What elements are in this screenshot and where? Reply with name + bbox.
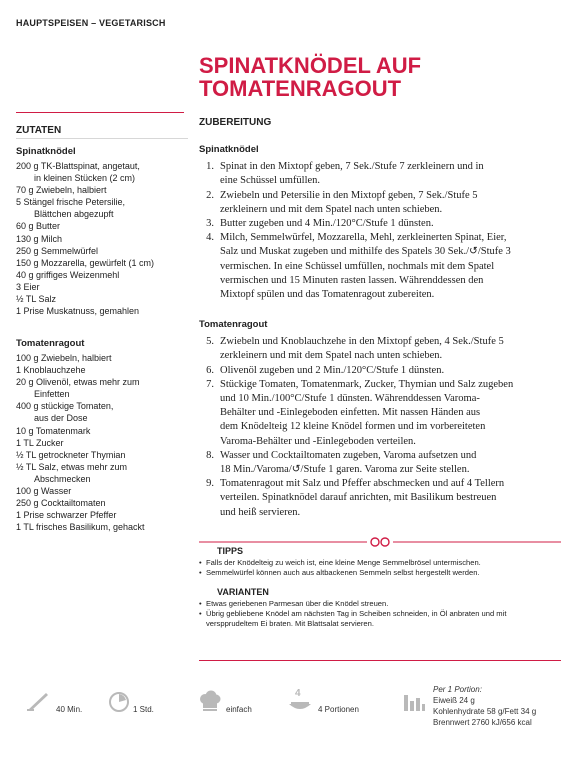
plate-icon	[288, 700, 312, 712]
step-text	[220, 160, 561, 188]
step-number: 7.	[206, 378, 214, 390]
prep-time: 40 Min.	[56, 705, 83, 714]
ingredient-item: 100 g Wasser	[16, 486, 72, 497]
step-text-line: Zwiebeln und Knoblauchzehe in den Mixtopf geben, 4 Sek./Stufe 5	[220, 336, 504, 348]
ingredient-item: 20 g Olivenöl, etwas mehr zum	[16, 377, 140, 388]
ingredient-list	[16, 352, 196, 533]
step-text-line: und heiß servieren.	[220, 506, 301, 518]
ingredient-item: 1 TL frisches Basilikum, gehackt	[16, 522, 145, 533]
tips-item-text: Falls der Knödelteig zu weich ist, eine kleine Menge Semmelbrösel untermischen.	[206, 558, 481, 567]
step-text-line: 18 Min./Varoma/↺/Stufe 1 garen. Varoma zur Seite stellen.	[220, 464, 470, 476]
nutrition-info	[433, 684, 536, 728]
step-number: 3.	[206, 218, 214, 230]
tips-box	[199, 546, 559, 629]
tips-item-text: Semmelwürfel können auch aus altbackenen Semmeln selbst hergestellt werden.	[206, 568, 480, 578]
ingredient-item: 10 g Tomatenmark	[16, 425, 91, 436]
ingredient-item: 3 Eier	[16, 281, 40, 292]
ingredient-item: 1 Prise Muskatnuss, gemahlen	[16, 306, 140, 317]
step-text-line: vermischen. In eine Schüssel umfüllen, nochmals mit dem Spatel	[220, 260, 495, 272]
step-number: 8.	[206, 449, 214, 461]
ingredient-item-continuation: aus der Dose	[34, 413, 88, 424]
ingredient-item: 5 Stängel frische Petersilie,	[16, 197, 126, 208]
recipe-title	[199, 54, 569, 100]
clock-icon	[108, 691, 130, 713]
ingredient-item: 150 g Mozzarella, gewürfelt (1 cm)	[16, 257, 155, 268]
tips-list	[199, 558, 559, 579]
portions: 4 Portionen	[318, 705, 359, 714]
ingredient-item: 130 g Milch	[16, 233, 63, 244]
preparation-step	[199, 217, 561, 231]
step-text	[220, 364, 561, 378]
preparation-section-tomatenragout	[199, 318, 561, 520]
step-text-line: Spinat in den Mixtopf geben, 7 Sek./Stufe 7 zerkleinern und in	[220, 161, 484, 173]
step-text-line: Varoma-Behälter und -Einlegeboden verteilen.	[220, 435, 416, 447]
ingredient-item-continuation: Blättchen abgezupft	[34, 209, 114, 220]
ingredient-item: 200 g TK-Blattspinat, angetaut,	[16, 161, 140, 171]
ingredient-item: 60 g Butter	[16, 221, 61, 232]
step-text	[220, 335, 561, 363]
step-text-line: Behälter und -Einlegeboden einfetten. Mit nassen Händen aus	[220, 407, 481, 419]
ingredient-item: 1 TL Zucker	[16, 437, 64, 448]
nutrition-carbs-fat: Kohlenhydrate 58 g/Fett 34 g	[433, 707, 537, 716]
preparation-step	[199, 449, 561, 477]
ingredient-item-continuation: Einfetten	[34, 389, 70, 400]
total-time: 1 Std.	[133, 705, 154, 714]
ingredients-group-tomatenragout	[16, 338, 196, 533]
ingredients-heading: ZUTATEN	[16, 125, 62, 136]
preparation-step	[199, 378, 561, 449]
nutrition-energy: Brennwert 2760 kJ/656 kcal	[433, 718, 532, 727]
step-text-line: verteilen. Spinatknödel darauf anrichten, mit Basilikum bestreuen	[220, 492, 497, 504]
ingredient-item: 40 g griffiges Weizenmehl	[16, 269, 120, 280]
step-text	[220, 231, 561, 302]
ingredients-group-spinatknoedel	[16, 146, 196, 317]
ingredient-item-continuation: in kleinen Stücken (2 cm)	[34, 173, 136, 184]
step-text-line: Mixtopf spülen und das Tomatenragout zubereiten.	[220, 289, 435, 301]
step-text	[220, 449, 561, 477]
step-text-line: zerkleinern und mit dem Spatel nach unten schieben.	[220, 203, 443, 215]
step-text-line: Stückige Tomaten, Tomatenmark, Zucker, Thymian und Salz zugeben	[220, 378, 514, 390]
step-text	[220, 378, 561, 449]
preparation-step	[199, 231, 561, 302]
ingredients-group-title: Tomatenragout	[16, 338, 85, 349]
ingredient-list	[16, 160, 196, 317]
ingredients-group-title: Spinatknödel	[16, 146, 76, 157]
knife-icon	[26, 690, 50, 712]
difficulty: einfach	[226, 705, 252, 714]
preparation-step	[199, 335, 561, 363]
step-text-line: Tomatenragout mit Salz und Pfeffer abschmecken und auf 4 Tellern	[220, 478, 505, 490]
bullet-icon: •	[199, 568, 202, 578]
preparation-step	[199, 160, 561, 188]
step-text-line: Salz und Muskat zugeben und mithilfe des Spatels 30 Sek./↺/Stufe 3	[220, 246, 511, 258]
ingredient-item: 1 Prise schwarzer Pfeffer	[16, 510, 117, 521]
ingredient-item: 1 Knoblauchzehe	[16, 365, 86, 376]
ingredient-item: 250 g Semmelwürfel	[16, 245, 99, 256]
title-line-2: TOMATENRAGOUT	[199, 76, 402, 101]
step-number: 6.	[206, 364, 214, 376]
preparation-step	[199, 477, 561, 520]
nutrition-title: Per 1 Portion:	[433, 685, 482, 694]
ingredients-heading-rule	[16, 138, 188, 139]
ingredient-item: ½ TL getrockneter Thymian	[16, 449, 126, 460]
step-text-line: dem Knödelteig 12 kleine Knödel formen und im vorbereiteten	[220, 421, 486, 433]
step-number: 4.	[206, 232, 214, 244]
tips-item	[199, 558, 559, 568]
tips-heading: TIPPS	[217, 546, 244, 556]
variants-item	[199, 609, 559, 630]
step-text-line: zerkleinern und mit dem Spatel nach unten schieben.	[220, 350, 443, 362]
step-text-line: Wasser und Cocktailtomaten zugeben, Varoma aufsetzen und	[220, 449, 477, 461]
tips-item	[199, 568, 559, 578]
step-text	[220, 217, 561, 231]
step-number: 5.	[206, 336, 214, 348]
step-text	[220, 189, 561, 217]
step-number: 2.	[206, 189, 214, 201]
bullet-icon: •	[199, 558, 202, 567]
preparation-heading: ZUBEREITUNG	[199, 117, 272, 128]
preparation-step	[199, 189, 561, 217]
variants-heading: VARIANTEN	[217, 586, 269, 597]
preparation-section-title: Tomatenragout	[199, 319, 268, 330]
step-number: 1.	[206, 161, 214, 173]
category-label: HAUPTSPEISEN – VEGETARISCH	[16, 18, 166, 28]
nutrition-bars-icon	[402, 689, 426, 713]
step-text-line: Zwiebeln und Petersilie in den Mixtopf geben, 7 Sek./Stufe 5	[220, 189, 478, 201]
step-list	[199, 335, 561, 520]
step-text	[220, 477, 561, 520]
variants-list	[199, 599, 559, 630]
variants-item-text: Etwas geriebenen Parmesan über die Knödel streuen.	[206, 598, 389, 608]
ingredients-rule	[16, 112, 184, 113]
ingredient-item: 400 g stückige Tomaten,	[16, 401, 114, 412]
preparation-section-spinatknoedel	[199, 143, 561, 302]
step-text-line: und 10 Min./100°C/Stufe 1 dünsten. Währenddessen Varoma-	[220, 393, 480, 405]
ingredient-item: 250 g Cocktailtomaten	[16, 498, 106, 509]
bullet-icon: •	[199, 598, 202, 608]
step-list	[199, 160, 561, 302]
ingredient-item: ½ TL Salz	[16, 294, 57, 305]
step-text-line: Olivenöl zugeben und 2 Min./120°C/Stufe 1 dünsten.	[220, 364, 445, 376]
preparation-section-title: Spinatknödel	[199, 144, 259, 155]
ingredient-item: 70 g Zwiebeln, halbiert	[16, 185, 107, 196]
ingredient-item: 100 g Zwiebeln, halbiert	[16, 353, 112, 363]
step-text-line: eine Schüssel umfüllen.	[220, 175, 321, 187]
ingredient-item-continuation: Abschmecken	[34, 473, 91, 484]
nutrition-protein: Eiweiß 24 g	[433, 696, 475, 705]
step-text-line: Milch, Semmelwürfel, Mozzarella, Mehl, zerkleinerten Spinat, Eier,	[220, 232, 507, 244]
footer-rule	[199, 660, 561, 661]
step-number: 9.	[206, 478, 214, 490]
variants-item	[199, 599, 559, 609]
ingredient-item: ½ TL Salz, etwas mehr zum	[16, 461, 128, 472]
title-line-1: SPINATKNÖDEL AUF	[199, 53, 422, 78]
bullet-icon: •	[199, 608, 202, 618]
step-text-line: Butter zugeben und 4 Min./120°C/Stufe 1 dünsten.	[220, 218, 434, 230]
variants-item-text: Übrig gebliebene Knödel am nächsten Tag in Scheiben schneiden, in Öl anbraten und mit verspprudeltem Ei braten. Mit Blattsalat servieren.	[206, 608, 507, 629]
chef-hat-icon	[198, 690, 222, 712]
portions-number-icon: 4	[295, 688, 301, 699]
step-text-line: vermischen und 15 Minuten rasten lassen. Währenddessen den	[220, 274, 484, 286]
preparation-step	[199, 364, 561, 378]
